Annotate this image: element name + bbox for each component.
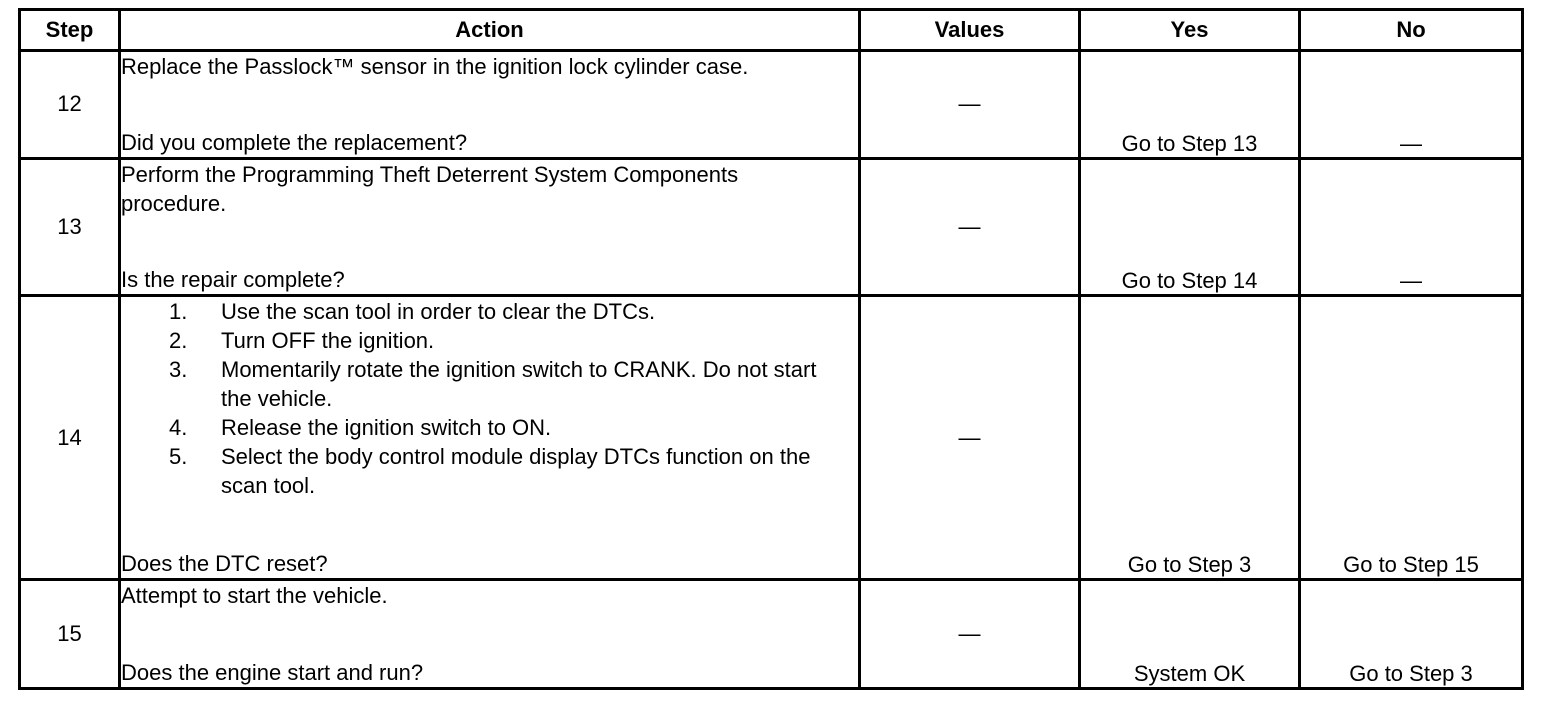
action-cell	[120, 295, 860, 579]
action-question: Did you complete the replacement?	[121, 129, 468, 155]
list-item-text: Use the scan tool in order to clear the DTCs.	[221, 298, 656, 324]
list-item-text: Select the body control module display DTCs function on the scan tool.	[221, 443, 811, 498]
yes-cell: Go to Step 3	[1080, 295, 1300, 579]
no-cell: Go to Step 15	[1300, 295, 1523, 579]
values-cell: —	[860, 295, 1080, 579]
action-cell	[120, 51, 860, 159]
list-item-text: Turn OFF the ignition.	[221, 327, 435, 353]
action-text: Perform the Programming Theft Deterrent System Components procedure.	[121, 161, 739, 216]
no-cell: —	[1300, 51, 1523, 159]
list-item	[169, 326, 858, 355]
list-item-number: 3.	[169, 356, 188, 382]
list-item-text: Release the ignition switch to ON.	[221, 414, 552, 440]
header-no: No	[1300, 10, 1523, 51]
yes-cell: Go to Step 14	[1080, 158, 1300, 295]
table-row	[20, 295, 1523, 579]
header-step: Step	[20, 10, 120, 51]
diagnostic-table	[18, 8, 1524, 690]
step-number: 12	[20, 51, 120, 159]
no-cell: —	[1300, 158, 1523, 295]
header-action: Action	[120, 10, 860, 51]
header-row	[20, 10, 1523, 51]
list-item	[169, 297, 858, 326]
action-text: Replace the Passlock™ sensor in the ignition lock cylinder case.	[121, 54, 749, 79]
action-question: Does the DTC reset?	[121, 551, 328, 577]
header-values: Values	[860, 10, 1080, 51]
action-cell	[120, 580, 860, 689]
list-item-number: 1.	[169, 298, 188, 324]
values-cell: —	[860, 158, 1080, 295]
table-row	[20, 580, 1523, 689]
list-item	[169, 355, 858, 413]
list-item-number: 2.	[169, 327, 188, 353]
action-question: Does the engine start and run?	[121, 660, 424, 685]
table-row	[20, 51, 1523, 159]
table-row	[20, 158, 1523, 295]
action-text: Attempt to start the vehicle.	[121, 583, 388, 609]
yes-cell: Go to Step 13	[1080, 51, 1300, 159]
list-item-number: 5.	[169, 443, 188, 469]
no-cell: Go to Step 3	[1300, 580, 1523, 689]
list-item	[169, 413, 858, 442]
action-question: Is the repair complete?	[121, 266, 345, 292]
values-cell: —	[860, 51, 1080, 159]
step-number: 15	[20, 580, 120, 689]
header-yes: Yes	[1080, 10, 1300, 51]
values-cell: —	[860, 580, 1080, 689]
yes-cell: System OK	[1080, 580, 1300, 689]
list-item-number: 4.	[169, 414, 188, 440]
list-item-text: Momentarily rotate the ignition switch to CRANK. Do not start the vehicle.	[221, 356, 817, 411]
action-cell	[120, 158, 860, 295]
step-number: 14	[20, 295, 120, 579]
list-item	[169, 442, 858, 500]
procedure-list	[121, 297, 858, 500]
step-number: 13	[20, 158, 120, 295]
